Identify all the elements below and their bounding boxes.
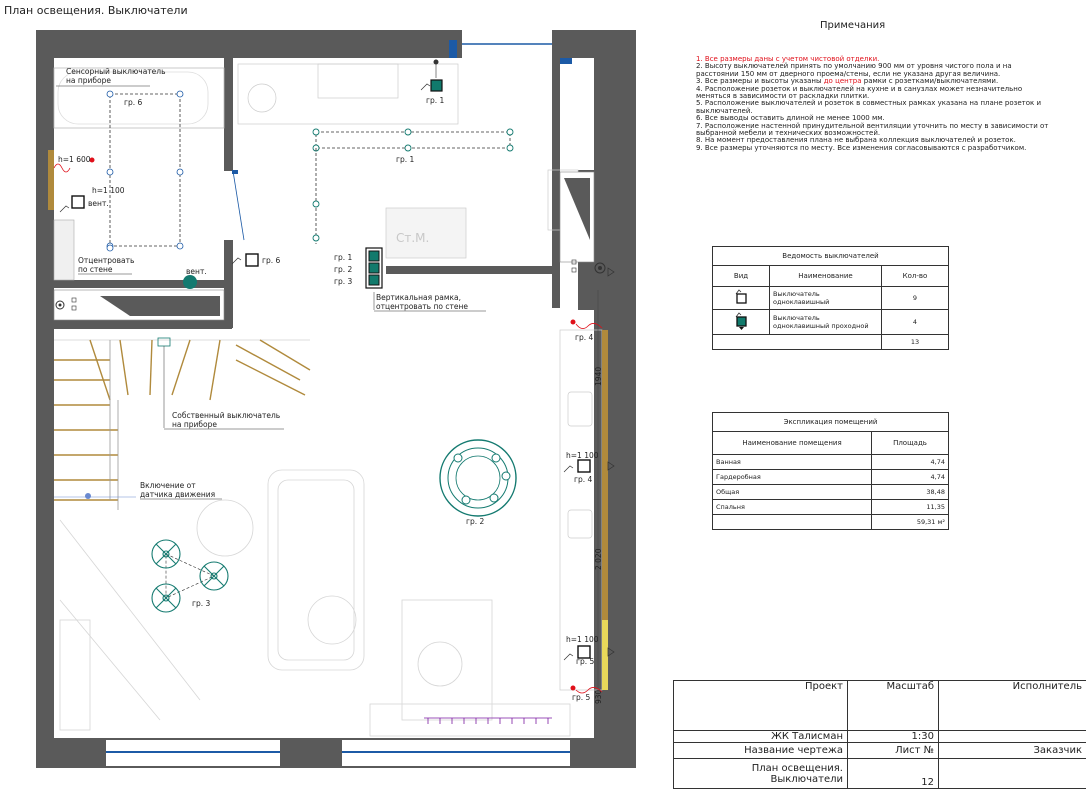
table-row: Гардеробная 4,74 — [713, 470, 949, 485]
h1100-left-label: h=1 100 — [92, 186, 125, 195]
ceiling-light — [177, 91, 183, 97]
vertical-frame-label-1: Вертикальная рамка, — [376, 293, 462, 302]
stair-annotations — [54, 338, 284, 499]
project-label: Проект — [674, 681, 848, 731]
dim-2020: 2 020 — [594, 548, 603, 570]
wall-hall — [54, 320, 232, 329]
motion-label-2: датчика движения — [140, 490, 216, 499]
scale-label: Масштаб — [848, 681, 939, 731]
customer-label: Заказчик — [939, 743, 1086, 759]
gr6-ceiling-label: гр. 6 — [124, 98, 143, 107]
gr-stack-3: гр. 3 — [334, 277, 353, 286]
project-value: ЖК Талисман — [674, 731, 848, 743]
h1100-bot-label: h=1 100 — [566, 635, 599, 644]
col-header: Вид — [713, 266, 770, 287]
col-header: Наименование — [770, 266, 882, 287]
wall-right — [594, 30, 636, 768]
note-item: 1. Все размеры даны с учетом чистовой отделки. — [696, 55, 880, 63]
h1100-mid-label: h=1 100 — [566, 451, 599, 460]
ceiling-light — [177, 243, 183, 249]
living-furniture — [60, 470, 570, 736]
switch-bath — [72, 196, 84, 208]
drawing-value: План освещения. Выключатели — [674, 759, 848, 789]
cabinet-label: Ст.М. — [396, 231, 430, 245]
ceiling-light — [313, 201, 319, 207]
light-group-3 — [152, 540, 228, 612]
switch-table-title: Ведомость выключателей — [713, 247, 949, 266]
table-row: Выключатель одноклавишный 9 — [713, 287, 949, 310]
wall-bath-bottom — [54, 280, 224, 288]
ceiling-light — [313, 235, 319, 241]
switch-schedule-table — [712, 246, 949, 350]
table-row: Общая 38,48 — [713, 485, 949, 500]
vent-label-1: вент. — [88, 199, 109, 208]
outer-walls — [36, 30, 636, 768]
ceiling-light — [405, 129, 411, 135]
note-item: 3. Все размеры и высоты указаны до центра рамки с розетками/выключателями. — [696, 77, 999, 86]
wall-bath-right — [224, 58, 233, 171]
sheet-label: Лист № — [848, 743, 939, 759]
gr3-label: гр. 3 — [192, 599, 211, 608]
room-schedule-table — [712, 412, 949, 530]
gr4-top-label: гр. 4 — [575, 333, 594, 342]
drawing-label: Название чертежа — [674, 743, 848, 759]
wall-wardrobe — [552, 58, 560, 308]
own-switch-label-1: Собственный выключатель — [172, 411, 281, 420]
col-header: Кол-во — [882, 266, 949, 287]
page-title: План освещения. Выключатели — [4, 4, 188, 17]
sheet-value: 12 — [848, 759, 939, 789]
wall-top-gap — [216, 30, 456, 58]
table-row: Ванная 4,74 — [713, 455, 949, 470]
ceiling-light — [507, 129, 513, 135]
note-item: 5. Расположение выключателей и розеток в совместных рамках указана на плане розеток и выключателей. — [696, 99, 1042, 115]
gr1-ceiling-label: гр. 1 — [396, 155, 415, 164]
gr5-bot-label: гр. 5 — [572, 693, 591, 702]
h1600-label: h=1 600 — [58, 155, 91, 164]
ceiling-light — [507, 145, 513, 151]
wall-bath-right-low — [224, 240, 233, 328]
note-item: 8. На момент предоставления плана не выбрана коллекция выключателей и розеток. — [696, 136, 1016, 145]
hall-switch-gr6 — [232, 254, 280, 266]
title-block — [673, 680, 1086, 789]
motion-label-1: Включение от — [140, 481, 196, 490]
notes-title: Примечания — [820, 20, 886, 31]
gr1-wall-label: гр. 1 — [426, 96, 445, 105]
table-row: Спальня 11,35 — [713, 500, 949, 515]
scale-value: 1:30 — [848, 731, 939, 743]
ceiling-light — [177, 169, 183, 175]
ceiling-light — [107, 91, 113, 97]
executor-label: Исполнитель — [939, 681, 1086, 731]
note-item: 4. Расположение розеток и выключателей на кухне и в санузлах может незначительно меняться в зависимости от раскладки плитки. — [696, 84, 1023, 101]
col-header: Площадь — [872, 432, 949, 455]
gr4-mid-label: гр. 4 — [574, 475, 593, 484]
center-on-wall-2: по стене — [78, 265, 113, 274]
center-on-wall-1: Отцентровать — [78, 256, 135, 265]
vent-fan — [183, 275, 197, 289]
gr-stack-2: гр. 2 — [334, 265, 353, 274]
dim-930: 930 — [594, 689, 603, 704]
radiator — [424, 718, 552, 724]
light-group-2 — [440, 440, 516, 526]
vent-label-2: вент. — [186, 267, 207, 276]
gr2-label: гр. 2 — [466, 517, 485, 526]
sensor-switch-label-1: Сенсорный выключатель — [66, 67, 166, 76]
pass-switch-symbol-icon — [713, 310, 770, 335]
gr5-mid-label: гр. 5 — [576, 657, 595, 666]
room-total: 59,31 м² — [872, 515, 949, 530]
wall-left — [36, 30, 54, 768]
room-table-title: Экспликация помещений — [713, 413, 949, 432]
col-header: Наименование помещения — [713, 432, 872, 455]
sensor-switch-label-2: на приборе — [66, 76, 112, 85]
ceiling-light — [313, 129, 319, 135]
table-row: Выключатель одноклавишный проходной 4 — [713, 310, 949, 335]
switch-symbol-icon — [713, 287, 770, 310]
gr6-switch-label: гр. 6 — [262, 256, 281, 265]
notes-list — [696, 56, 1056, 152]
dim-1940: 1940 — [594, 366, 603, 386]
ceiling-light — [107, 169, 113, 175]
note-item: 6. Все выводы оставить длиной не менее 1000 мм. — [696, 114, 885, 123]
ceiling-light — [405, 145, 411, 151]
note-item: 7. Расположение настенной принудительной вентиляции уточнить по месту в зависимости от выбранной мебели и технических возможностей. — [696, 121, 1049, 138]
note-item: 9. Все размеры уточняются по месту. Все изменения согласовываются с разработчиком. — [696, 143, 1027, 152]
vertical-frame-label-2: отцентровать по стене — [376, 302, 468, 311]
note-item: 2. Высоту выключателей принять по умолчанию 900 мм от уровня чистого пола и на расстоянии 150 мм от дверного проема/стены, если не указана другая величина. — [696, 62, 1012, 78]
switch-total: 13 — [882, 335, 949, 350]
wall-sconce-switch — [431, 80, 442, 91]
own-switch-label-2: на приборе — [172, 420, 218, 429]
gr-stack-1: гр. 1 — [334, 253, 353, 262]
wall-wardrobe-bottom — [386, 266, 552, 274]
